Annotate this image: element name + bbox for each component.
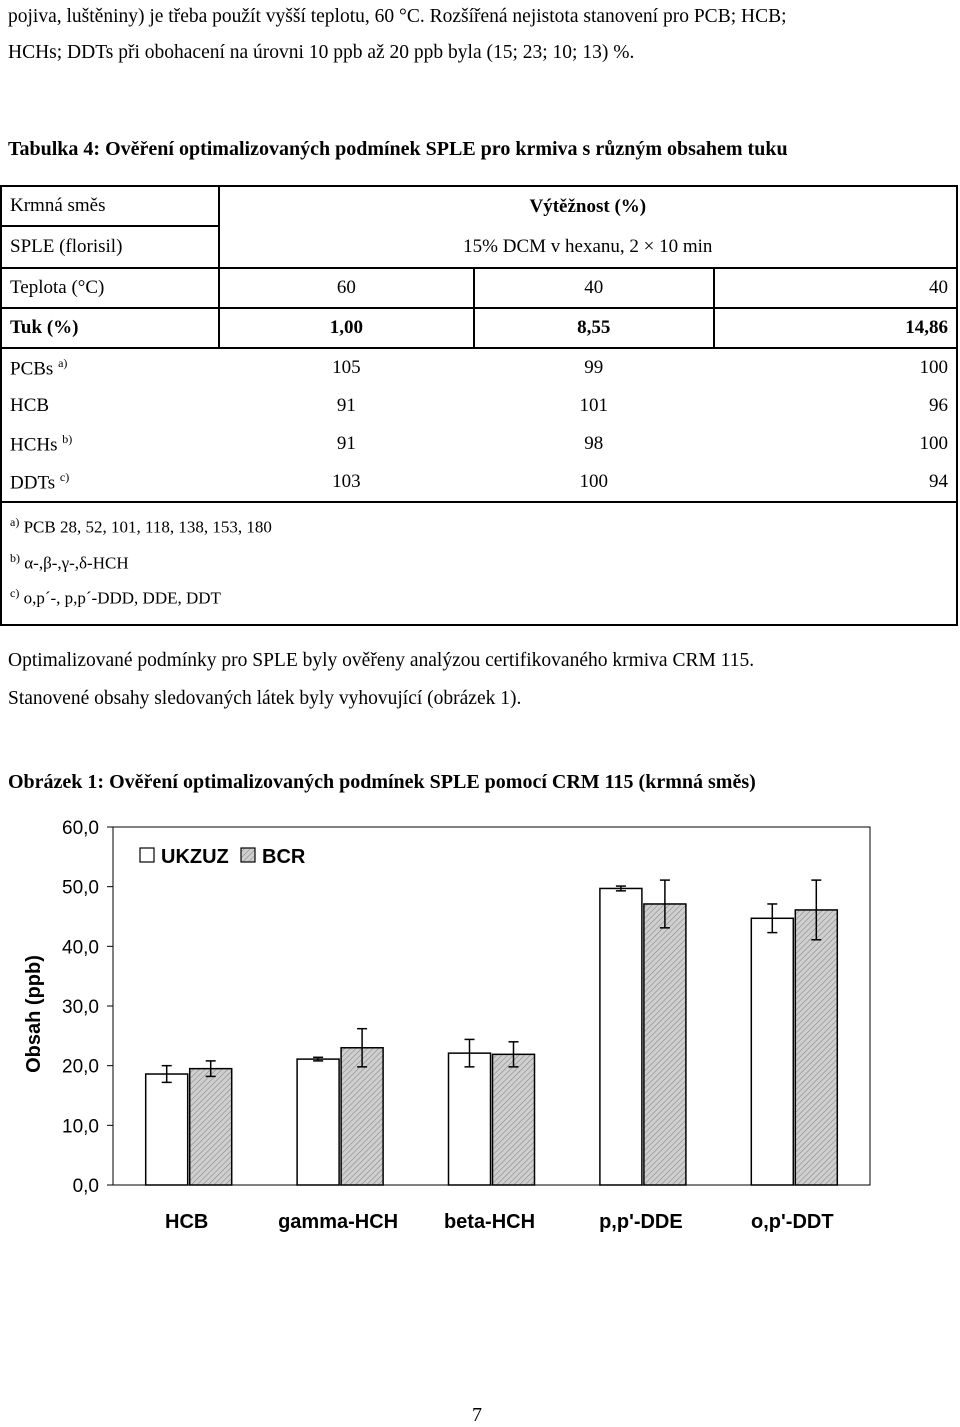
note-b: $^{b)}$ α-,β-,γ-,δ-HCH	[10, 550, 129, 573]
table-row	[1, 268, 957, 308]
table-row	[1, 463, 957, 502]
y-tick-label: 60,0	[62, 818, 99, 839]
table-cell: 60	[219, 268, 474, 308]
table-cell: 40	[474, 268, 713, 308]
row-label-sple: SPLE (florisil)	[1, 226, 219, 268]
table-cell: 99	[584, 357, 604, 378]
table-cell: 105	[332, 357, 361, 378]
table-cell: 101	[579, 395, 609, 416]
para-line-2: Stanovené obsahy sledovaných látek byly vyhovující (obrázek 1).	[8, 688, 522, 709]
table-row	[1, 308, 957, 348]
bar-ukzuz	[751, 918, 793, 1185]
header-recovery: Výtěžnost (%)	[219, 186, 957, 226]
table-cell: 98	[584, 433, 604, 454]
table-cell: 1,00	[219, 308, 474, 348]
table-cell: 103	[332, 471, 361, 492]
y-tick-label: 40,0	[62, 937, 99, 959]
table-cell: 100	[579, 471, 609, 492]
row-label: HCB	[1, 387, 219, 425]
page-number: 7	[472, 1404, 482, 1426]
x-category-label: p,p'-DDE	[599, 1211, 683, 1233]
bar-bcr	[190, 1069, 232, 1185]
legend-swatch-bcr	[241, 848, 255, 862]
row-label: PCBs $^{a)}$	[1, 348, 219, 387]
recovery-bar-chart	[0, 810, 960, 1250]
table-cell: 40	[714, 268, 958, 308]
x-category-label: HCB	[165, 1211, 209, 1233]
intro-line-2: HCHs; DDTs při obohacení na úrovni 10 ppb až 20 ppb byla (15; 23; 10; 13) %.	[8, 42, 635, 63]
header-conditions	[219, 226, 957, 268]
figure-title: Obrázek 1: Ověření optimalizovaných podmínek SPLE pomocí CRM 115 (krmná směs)	[8, 771, 756, 793]
note-a: $^{a)}$ PCB 28, 52, 101, 118, 138, 153, 180	[10, 515, 272, 537]
row-label-feed-mix: Krmná směs	[1, 186, 219, 226]
table-cell: 96	[714, 387, 958, 425]
bar-ukzuz	[449, 1053, 491, 1185]
table-row	[1, 387, 957, 425]
para-line-1: Optimalizované podmínky pro SPLE byly ověřeny analýzou certifikovaného krmiva CRM 115.	[8, 650, 755, 671]
row-label: DDTs $^{c)}$	[1, 463, 219, 502]
x-category-label: beta-HCH	[443, 1211, 536, 1233]
row-label: HCHs $^{b)}$	[1, 425, 219, 463]
y-tick-label: 50,0	[62, 877, 99, 899]
y-axis-label: Obsah (ppb)	[23, 955, 45, 1073]
bar-ukzuz	[146, 1074, 188, 1185]
table-row	[1, 348, 957, 387]
x-category-label: o,p'-DDT	[751, 1211, 834, 1233]
table-cell: 91	[336, 433, 356, 454]
bar-bcr	[493, 1054, 535, 1185]
legend-swatch-ukzuz	[140, 848, 154, 862]
y-tick-label: 10,0	[62, 1116, 99, 1138]
table-cell: 100	[714, 348, 958, 387]
y-tick-label: 0,0	[72, 1176, 99, 1197]
recovery-table	[0, 185, 958, 626]
note-c: $^{c)}$ o,p´-, p,p´-DDD, DDE, DDT	[10, 586, 221, 608]
row-label: Teplota (°C)	[1, 268, 219, 308]
table-row	[1, 425, 957, 463]
table-cell: 8,55	[474, 308, 713, 348]
y-tick-label: 30,0	[62, 997, 99, 1018]
table-cell: 91	[336, 395, 356, 416]
bar-bcr	[644, 904, 686, 1185]
legend-label-ukzuz: UKZUZ	[161, 846, 229, 868]
legend-label-bcr: BCR	[262, 846, 306, 868]
bar-ukzuz	[297, 1059, 339, 1185]
table-cell: 14,86	[714, 308, 958, 348]
intro-line-1: pojiva, luštěniny) je třeba použít vyšší teplotu, 60 °C. Rozšířená nejistota stanovení pro PCB; HCB;	[8, 6, 787, 27]
table-title: Tabulka 4: Ověření optimalizovaných podmínek SPLE pro krmiva s různým obsahem tuku	[8, 138, 788, 160]
y-tick-label: 20,0	[62, 1056, 99, 1078]
bar-bcr	[795, 910, 837, 1185]
table-notes	[1, 502, 957, 625]
table-cell: 94	[714, 463, 958, 502]
x-category-label: gamma-HCH	[278, 1211, 399, 1233]
table-cell: 100	[714, 425, 958, 463]
bar-ukzuz	[600, 888, 642, 1185]
row-label: Tuk (%)	[1, 308, 219, 348]
conditions-text: 15% DCM v hexanu, 2 × 10 min	[463, 235, 713, 257]
bar-bcr	[341, 1048, 383, 1185]
